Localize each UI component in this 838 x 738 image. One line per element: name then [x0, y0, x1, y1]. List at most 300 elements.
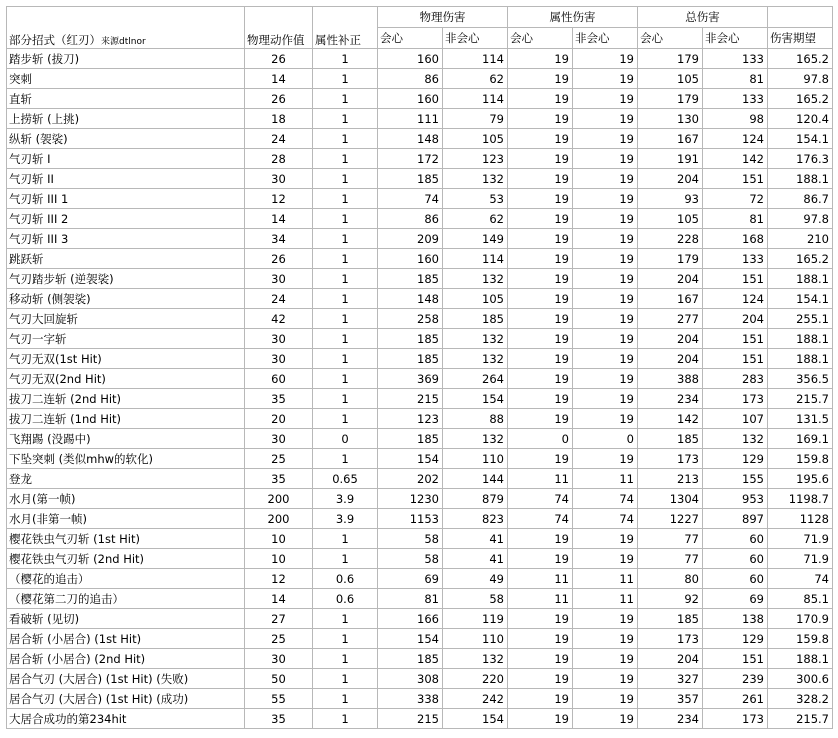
elemental-noncrit-cell[interactable]: 19 [573, 529, 638, 549]
physical-crit-cell[interactable]: 160 [378, 89, 443, 109]
elemental-noncrit-cell[interactable]: 19 [573, 289, 638, 309]
physical-noncrit-cell[interactable]: 154 [443, 389, 508, 409]
total-noncrit-cell[interactable]: 133 [703, 249, 768, 269]
expected-damage-cell[interactable]: 210 [768, 229, 833, 249]
expected-damage-cell[interactable]: 188.1 [768, 349, 833, 369]
physical-crit-cell[interactable]: 81 [378, 589, 443, 609]
physical-crit-cell[interactable]: 1230 [378, 489, 443, 509]
skill-name-cell[interactable]: 跳跃斩 [7, 249, 245, 269]
element-modifier-cell[interactable]: 1 [313, 549, 378, 569]
motion-value-cell[interactable]: 50 [245, 669, 313, 689]
total-crit-cell[interactable]: 204 [638, 329, 703, 349]
physical-noncrit-cell[interactable]: 132 [443, 349, 508, 369]
expected-damage-cell[interactable]: 165.2 [768, 89, 833, 109]
skill-name-cell[interactable]: 樱花铁虫气刃斩 (1st Hit) [7, 529, 245, 549]
elemental-crit-cell[interactable]: 19 [508, 549, 573, 569]
total-noncrit-cell[interactable]: 133 [703, 89, 768, 109]
motion-value-cell[interactable]: 25 [245, 629, 313, 649]
header-expected-damage[interactable]: 伤害期望 [768, 28, 833, 49]
elemental-crit-cell[interactable]: 19 [508, 329, 573, 349]
total-noncrit-cell[interactable]: 60 [703, 569, 768, 589]
element-modifier-cell[interactable]: 1 [313, 289, 378, 309]
motion-value-cell[interactable]: 12 [245, 189, 313, 209]
total-noncrit-cell[interactable]: 138 [703, 609, 768, 629]
elemental-noncrit-cell[interactable]: 74 [573, 489, 638, 509]
total-noncrit-cell[interactable]: 132 [703, 429, 768, 449]
total-noncrit-cell[interactable]: 60 [703, 529, 768, 549]
header-element-modifier[interactable]: 属性补正 [313, 7, 378, 49]
total-crit-cell[interactable]: 105 [638, 69, 703, 89]
total-crit-cell[interactable]: 80 [638, 569, 703, 589]
elemental-crit-cell[interactable]: 19 [508, 189, 573, 209]
physical-noncrit-cell[interactable]: 132 [443, 329, 508, 349]
physical-noncrit-cell[interactable]: 49 [443, 569, 508, 589]
expected-damage-cell[interactable]: 120.4 [768, 109, 833, 129]
element-modifier-cell[interactable]: 3.9 [313, 489, 378, 509]
total-crit-cell[interactable]: 185 [638, 609, 703, 629]
physical-crit-cell[interactable]: 338 [378, 689, 443, 709]
motion-value-cell[interactable]: 14 [245, 69, 313, 89]
physical-crit-cell[interactable]: 148 [378, 289, 443, 309]
elemental-crit-cell[interactable]: 19 [508, 109, 573, 129]
total-noncrit-cell[interactable]: 151 [703, 269, 768, 289]
motion-value-cell[interactable]: 10 [245, 529, 313, 549]
elemental-noncrit-cell[interactable]: 19 [573, 189, 638, 209]
header-elemental-crit[interactable]: 会心 [508, 28, 573, 49]
total-noncrit-cell[interactable]: 69 [703, 589, 768, 609]
physical-crit-cell[interactable]: 160 [378, 249, 443, 269]
element-modifier-cell[interactable]: 1 [313, 349, 378, 369]
element-modifier-cell[interactable]: 3.9 [313, 509, 378, 529]
skill-name-cell[interactable]: （樱花第二刀的追击） [7, 589, 245, 609]
physical-noncrit-cell[interactable]: 110 [443, 629, 508, 649]
total-crit-cell[interactable]: 228 [638, 229, 703, 249]
skill-name-cell[interactable]: 樱花铁虫气刃斩 (2nd Hit) [7, 549, 245, 569]
element-modifier-cell[interactable]: 1 [313, 229, 378, 249]
motion-value-cell[interactable]: 14 [245, 209, 313, 229]
skill-name-cell[interactable]: 气刃斩 II [7, 169, 245, 189]
skill-name-cell[interactable]: 居合气刃 (大居合) (1st Hit) (成功) [7, 689, 245, 709]
expected-damage-cell[interactable]: 86.7 [768, 189, 833, 209]
elemental-noncrit-cell[interactable]: 19 [573, 689, 638, 709]
total-noncrit-cell[interactable]: 98 [703, 109, 768, 129]
header-elemental-noncrit[interactable]: 非会心 [573, 28, 638, 49]
element-modifier-cell[interactable]: 1 [313, 109, 378, 129]
physical-crit-cell[interactable]: 215 [378, 709, 443, 729]
element-modifier-cell[interactable]: 1 [313, 169, 378, 189]
total-crit-cell[interactable]: 167 [638, 129, 703, 149]
elemental-crit-cell[interactable]: 19 [508, 689, 573, 709]
skill-name-cell[interactable]: （樱花的追击） [7, 569, 245, 589]
expected-damage-cell[interactable]: 97.8 [768, 69, 833, 89]
motion-value-cell[interactable]: 26 [245, 249, 313, 269]
physical-crit-cell[interactable]: 58 [378, 529, 443, 549]
elemental-crit-cell[interactable]: 19 [508, 529, 573, 549]
elemental-crit-cell[interactable]: 19 [508, 629, 573, 649]
physical-noncrit-cell[interactable]: 185 [443, 309, 508, 329]
expected-damage-cell[interactable]: 165.2 [768, 249, 833, 269]
physical-noncrit-cell[interactable]: 123 [443, 149, 508, 169]
elemental-noncrit-cell[interactable]: 19 [573, 669, 638, 689]
physical-noncrit-cell[interactable]: 144 [443, 469, 508, 489]
elemental-noncrit-cell[interactable]: 19 [573, 209, 638, 229]
header-total-noncrit[interactable]: 非会心 [703, 28, 768, 49]
header-physical-crit[interactable]: 会心 [378, 28, 443, 49]
physical-crit-cell[interactable]: 258 [378, 309, 443, 329]
expected-damage-cell[interactable]: 215.7 [768, 709, 833, 729]
expected-damage-cell[interactable]: 188.1 [768, 329, 833, 349]
total-crit-cell[interactable]: 327 [638, 669, 703, 689]
elemental-crit-cell[interactable]: 19 [508, 169, 573, 189]
elemental-crit-cell[interactable]: 11 [508, 589, 573, 609]
total-noncrit-cell[interactable]: 204 [703, 309, 768, 329]
expected-damage-cell[interactable]: 328.2 [768, 689, 833, 709]
element-modifier-cell[interactable]: 1 [313, 309, 378, 329]
total-crit-cell[interactable]: 191 [638, 149, 703, 169]
physical-crit-cell[interactable]: 111 [378, 109, 443, 129]
physical-crit-cell[interactable]: 369 [378, 369, 443, 389]
total-noncrit-cell[interactable]: 155 [703, 469, 768, 489]
total-noncrit-cell[interactable]: 897 [703, 509, 768, 529]
elemental-crit-cell[interactable]: 19 [508, 249, 573, 269]
elemental-noncrit-cell[interactable]: 19 [573, 109, 638, 129]
physical-noncrit-cell[interactable]: 58 [443, 589, 508, 609]
physical-crit-cell[interactable]: 160 [378, 49, 443, 69]
header-elemental-damage[interactable]: 属性伤害 [508, 7, 638, 28]
element-modifier-cell[interactable]: 1 [313, 249, 378, 269]
elemental-crit-cell[interactable]: 0 [508, 429, 573, 449]
elemental-noncrit-cell[interactable]: 19 [573, 249, 638, 269]
total-noncrit-cell[interactable]: 261 [703, 689, 768, 709]
elemental-noncrit-cell[interactable]: 74 [573, 509, 638, 529]
elemental-noncrit-cell[interactable]: 19 [573, 609, 638, 629]
elemental-noncrit-cell[interactable]: 19 [573, 229, 638, 249]
elemental-crit-cell[interactable]: 19 [508, 449, 573, 469]
elemental-crit-cell[interactable]: 19 [508, 229, 573, 249]
element-modifier-cell[interactable]: 1 [313, 69, 378, 89]
elemental-noncrit-cell[interactable]: 11 [573, 589, 638, 609]
header-motion-value[interactable]: 物理动作值 [245, 7, 313, 49]
element-modifier-cell[interactable]: 1 [313, 629, 378, 649]
elemental-crit-cell[interactable]: 19 [508, 389, 573, 409]
elemental-crit-cell[interactable]: 74 [508, 489, 573, 509]
elemental-crit-cell[interactable]: 19 [508, 709, 573, 729]
element-modifier-cell[interactable]: 1 [313, 369, 378, 389]
physical-noncrit-cell[interactable]: 88 [443, 409, 508, 429]
element-modifier-cell[interactable]: 1 [313, 649, 378, 669]
elemental-crit-cell[interactable]: 19 [508, 349, 573, 369]
total-noncrit-cell[interactable]: 129 [703, 629, 768, 649]
motion-value-cell[interactable]: 20 [245, 409, 313, 429]
motion-value-cell[interactable]: 24 [245, 289, 313, 309]
expected-damage-cell[interactable]: 356.5 [768, 369, 833, 389]
total-noncrit-cell[interactable]: 142 [703, 149, 768, 169]
skill-name-cell[interactable]: 居合气刃 (大居合) (1st Hit) (失败) [7, 669, 245, 689]
element-modifier-cell[interactable]: 1 [313, 529, 378, 549]
skill-name-cell[interactable]: 气刃无双(1st Hit) [7, 349, 245, 369]
skill-name-cell[interactable]: 气刃一字斩 [7, 329, 245, 349]
expected-damage-cell[interactable]: 71.9 [768, 549, 833, 569]
physical-noncrit-cell[interactable]: 114 [443, 249, 508, 269]
physical-noncrit-cell[interactable]: 264 [443, 369, 508, 389]
total-crit-cell[interactable]: 204 [638, 349, 703, 369]
physical-crit-cell[interactable]: 308 [378, 669, 443, 689]
physical-crit-cell[interactable]: 202 [378, 469, 443, 489]
total-crit-cell[interactable]: 204 [638, 649, 703, 669]
skill-name-cell[interactable]: 拔刀二连斩 (2nd Hit) [7, 389, 245, 409]
element-modifier-cell[interactable]: 1 [313, 129, 378, 149]
motion-value-cell[interactable]: 26 [245, 49, 313, 69]
total-noncrit-cell[interactable]: 239 [703, 669, 768, 689]
motion-value-cell[interactable]: 10 [245, 549, 313, 569]
total-noncrit-cell[interactable]: 173 [703, 709, 768, 729]
total-crit-cell[interactable]: 179 [638, 89, 703, 109]
physical-crit-cell[interactable]: 86 [378, 69, 443, 89]
total-crit-cell[interactable]: 213 [638, 469, 703, 489]
expected-damage-cell[interactable]: 255.1 [768, 309, 833, 329]
total-noncrit-cell[interactable]: 151 [703, 329, 768, 349]
skill-name-cell[interactable]: 气刃踏步斩 (逆袈裟) [7, 269, 245, 289]
physical-noncrit-cell[interactable]: 105 [443, 289, 508, 309]
total-crit-cell[interactable]: 167 [638, 289, 703, 309]
physical-noncrit-cell[interactable]: 114 [443, 49, 508, 69]
physical-crit-cell[interactable]: 185 [378, 269, 443, 289]
elemental-crit-cell[interactable]: 19 [508, 649, 573, 669]
physical-noncrit-cell[interactable]: 110 [443, 449, 508, 469]
element-modifier-cell[interactable]: 1 [313, 269, 378, 289]
header-physical-noncrit[interactable]: 非会心 [443, 28, 508, 49]
skill-name-cell[interactable]: 踏步斩 (拔刀) [7, 49, 245, 69]
total-crit-cell[interactable]: 204 [638, 269, 703, 289]
skill-name-cell[interactable]: 气刃斩 III 2 [7, 209, 245, 229]
total-noncrit-cell[interactable]: 129 [703, 449, 768, 469]
total-crit-cell[interactable]: 179 [638, 249, 703, 269]
expected-damage-cell[interactable]: 1128 [768, 509, 833, 529]
motion-value-cell[interactable]: 24 [245, 129, 313, 149]
elemental-crit-cell[interactable]: 19 [508, 269, 573, 289]
physical-noncrit-cell[interactable]: 79 [443, 109, 508, 129]
element-modifier-cell[interactable]: 0.6 [313, 589, 378, 609]
skill-name-cell[interactable]: 气刃无双(2nd Hit) [7, 369, 245, 389]
expected-damage-cell[interactable]: 188.1 [768, 269, 833, 289]
expected-damage-cell[interactable]: 195.6 [768, 469, 833, 489]
expected-damage-cell[interactable]: 188.1 [768, 649, 833, 669]
element-modifier-cell[interactable]: 1 [313, 409, 378, 429]
expected-damage-cell[interactable]: 154.1 [768, 129, 833, 149]
element-modifier-cell[interactable]: 1 [313, 689, 378, 709]
motion-value-cell[interactable]: 30 [245, 429, 313, 449]
element-modifier-cell[interactable]: 1 [313, 149, 378, 169]
elemental-crit-cell[interactable]: 19 [508, 289, 573, 309]
motion-value-cell[interactable]: 35 [245, 709, 313, 729]
total-crit-cell[interactable]: 388 [638, 369, 703, 389]
elemental-crit-cell[interactable]: 74 [508, 509, 573, 529]
elemental-noncrit-cell[interactable]: 0 [573, 429, 638, 449]
header-blank-cell[interactable] [768, 7, 833, 28]
expected-damage-cell[interactable]: 300.6 [768, 669, 833, 689]
total-noncrit-cell[interactable]: 151 [703, 649, 768, 669]
motion-value-cell[interactable]: 27 [245, 609, 313, 629]
skill-name-cell[interactable]: 上捞斩 (上挑) [7, 109, 245, 129]
total-crit-cell[interactable]: 179 [638, 49, 703, 69]
motion-value-cell[interactable]: 200 [245, 489, 313, 509]
physical-crit-cell[interactable]: 172 [378, 149, 443, 169]
total-crit-cell[interactable]: 357 [638, 689, 703, 709]
motion-value-cell[interactable]: 35 [245, 389, 313, 409]
expected-damage-cell[interactable]: 85.1 [768, 589, 833, 609]
skill-name-cell[interactable]: 下坠突刺 (类似mhw的软化) [7, 449, 245, 469]
total-crit-cell[interactable]: 77 [638, 549, 703, 569]
elemental-crit-cell[interactable]: 19 [508, 609, 573, 629]
header-total-crit[interactable]: 会心 [638, 28, 703, 49]
physical-crit-cell[interactable]: 123 [378, 409, 443, 429]
elemental-noncrit-cell[interactable]: 19 [573, 349, 638, 369]
physical-noncrit-cell[interactable]: 242 [443, 689, 508, 709]
element-modifier-cell[interactable]: 1 [313, 189, 378, 209]
elemental-crit-cell[interactable]: 19 [508, 309, 573, 329]
elemental-noncrit-cell[interactable]: 19 [573, 709, 638, 729]
total-crit-cell[interactable]: 234 [638, 389, 703, 409]
total-crit-cell[interactable]: 277 [638, 309, 703, 329]
motion-value-cell[interactable]: 18 [245, 109, 313, 129]
physical-noncrit-cell[interactable]: 41 [443, 549, 508, 569]
physical-noncrit-cell[interactable]: 119 [443, 609, 508, 629]
physical-crit-cell[interactable]: 74 [378, 189, 443, 209]
total-crit-cell[interactable]: 173 [638, 629, 703, 649]
elemental-crit-cell[interactable]: 19 [508, 409, 573, 429]
elemental-crit-cell[interactable]: 11 [508, 569, 573, 589]
skill-name-cell[interactable]: 大居合成功的第234hit [7, 709, 245, 729]
physical-noncrit-cell[interactable]: 132 [443, 649, 508, 669]
elemental-noncrit-cell[interactable]: 19 [573, 89, 638, 109]
motion-value-cell[interactable]: 35 [245, 469, 313, 489]
physical-crit-cell[interactable]: 185 [378, 169, 443, 189]
physical-crit-cell[interactable]: 58 [378, 549, 443, 569]
total-crit-cell[interactable]: 105 [638, 209, 703, 229]
element-modifier-cell[interactable]: 1 [313, 449, 378, 469]
physical-noncrit-cell[interactable]: 132 [443, 269, 508, 289]
elemental-crit-cell[interactable]: 19 [508, 369, 573, 389]
total-noncrit-cell[interactable]: 283 [703, 369, 768, 389]
skill-name-cell[interactable]: 居合斩 (小居合) (2nd Hit) [7, 649, 245, 669]
physical-crit-cell[interactable]: 166 [378, 609, 443, 629]
element-modifier-cell[interactable]: 0.65 [313, 469, 378, 489]
expected-damage-cell[interactable]: 97.8 [768, 209, 833, 229]
element-modifier-cell[interactable]: 1 [313, 49, 378, 69]
elemental-noncrit-cell[interactable]: 19 [573, 649, 638, 669]
expected-damage-cell[interactable]: 159.8 [768, 449, 833, 469]
elemental-noncrit-cell[interactable]: 19 [573, 329, 638, 349]
total-noncrit-cell[interactable]: 168 [703, 229, 768, 249]
physical-crit-cell[interactable]: 215 [378, 389, 443, 409]
elemental-noncrit-cell[interactable]: 19 [573, 409, 638, 429]
elemental-crit-cell[interactable]: 19 [508, 209, 573, 229]
total-noncrit-cell[interactable]: 124 [703, 129, 768, 149]
elemental-crit-cell[interactable]: 19 [508, 149, 573, 169]
expected-damage-cell[interactable]: 165.2 [768, 49, 833, 69]
expected-damage-cell[interactable]: 169.1 [768, 429, 833, 449]
motion-value-cell[interactable]: 34 [245, 229, 313, 249]
physical-noncrit-cell[interactable]: 53 [443, 189, 508, 209]
motion-value-cell[interactable]: 30 [245, 269, 313, 289]
motion-value-cell[interactable]: 28 [245, 149, 313, 169]
elemental-noncrit-cell[interactable]: 19 [573, 369, 638, 389]
elemental-noncrit-cell[interactable]: 19 [573, 269, 638, 289]
elemental-crit-cell[interactable]: 19 [508, 669, 573, 689]
header-total-damage[interactable]: 总伤害 [638, 7, 768, 28]
skill-name-cell[interactable]: 气刃斩 III 3 [7, 229, 245, 249]
elemental-noncrit-cell[interactable]: 19 [573, 449, 638, 469]
total-noncrit-cell[interactable]: 81 [703, 69, 768, 89]
motion-value-cell[interactable]: 25 [245, 449, 313, 469]
expected-damage-cell[interactable]: 159.8 [768, 629, 833, 649]
total-noncrit-cell[interactable]: 133 [703, 49, 768, 69]
physical-crit-cell[interactable]: 1153 [378, 509, 443, 529]
motion-value-cell[interactable]: 14 [245, 589, 313, 609]
physical-crit-cell[interactable]: 154 [378, 449, 443, 469]
elemental-noncrit-cell[interactable]: 19 [573, 129, 638, 149]
skill-name-cell[interactable]: 气刃大回旋斩 [7, 309, 245, 329]
expected-damage-cell[interactable]: 154.1 [768, 289, 833, 309]
total-crit-cell[interactable]: 173 [638, 449, 703, 469]
physical-crit-cell[interactable]: 185 [378, 349, 443, 369]
total-noncrit-cell[interactable]: 151 [703, 349, 768, 369]
total-noncrit-cell[interactable]: 81 [703, 209, 768, 229]
skill-name-cell[interactable]: 气刃斩 I [7, 149, 245, 169]
elemental-noncrit-cell[interactable]: 19 [573, 309, 638, 329]
total-crit-cell[interactable]: 142 [638, 409, 703, 429]
elemental-noncrit-cell[interactable]: 19 [573, 169, 638, 189]
total-noncrit-cell[interactable]: 151 [703, 169, 768, 189]
physical-crit-cell[interactable]: 185 [378, 429, 443, 449]
motion-value-cell[interactable]: 30 [245, 349, 313, 369]
physical-noncrit-cell[interactable]: 105 [443, 129, 508, 149]
total-crit-cell[interactable]: 234 [638, 709, 703, 729]
expected-damage-cell[interactable]: 131.5 [768, 409, 833, 429]
elemental-noncrit-cell[interactable]: 19 [573, 149, 638, 169]
elemental-crit-cell[interactable]: 19 [508, 69, 573, 89]
elemental-noncrit-cell[interactable]: 19 [573, 549, 638, 569]
total-crit-cell[interactable]: 77 [638, 529, 703, 549]
element-modifier-cell[interactable]: 1 [313, 389, 378, 409]
physical-crit-cell[interactable]: 86 [378, 209, 443, 229]
skill-name-cell[interactable]: 飞翔踢 (没踢中) [7, 429, 245, 449]
motion-value-cell[interactable]: 30 [245, 329, 313, 349]
physical-noncrit-cell[interactable]: 149 [443, 229, 508, 249]
physical-crit-cell[interactable]: 148 [378, 129, 443, 149]
motion-value-cell[interactable]: 30 [245, 649, 313, 669]
physical-noncrit-cell[interactable]: 114 [443, 89, 508, 109]
physical-noncrit-cell[interactable]: 62 [443, 209, 508, 229]
physical-crit-cell[interactable]: 185 [378, 649, 443, 669]
skill-name-cell[interactable]: 突刺 [7, 69, 245, 89]
skill-name-cell[interactable]: 居合斩 (小居合) (1st Hit) [7, 629, 245, 649]
physical-noncrit-cell[interactable]: 41 [443, 529, 508, 549]
motion-value-cell[interactable]: 55 [245, 689, 313, 709]
physical-noncrit-cell[interactable]: 132 [443, 169, 508, 189]
total-crit-cell[interactable]: 204 [638, 169, 703, 189]
element-modifier-cell[interactable]: 1 [313, 609, 378, 629]
motion-value-cell[interactable]: 30 [245, 169, 313, 189]
elemental-crit-cell[interactable]: 19 [508, 49, 573, 69]
skill-name-cell[interactable]: 水月(第一帧) [7, 489, 245, 509]
total-noncrit-cell[interactable]: 107 [703, 409, 768, 429]
total-crit-cell[interactable]: 93 [638, 189, 703, 209]
physical-crit-cell[interactable]: 185 [378, 329, 443, 349]
skill-name-cell[interactable]: 看破斩 (见切) [7, 609, 245, 629]
elemental-crit-cell[interactable]: 19 [508, 89, 573, 109]
total-crit-cell[interactable]: 130 [638, 109, 703, 129]
